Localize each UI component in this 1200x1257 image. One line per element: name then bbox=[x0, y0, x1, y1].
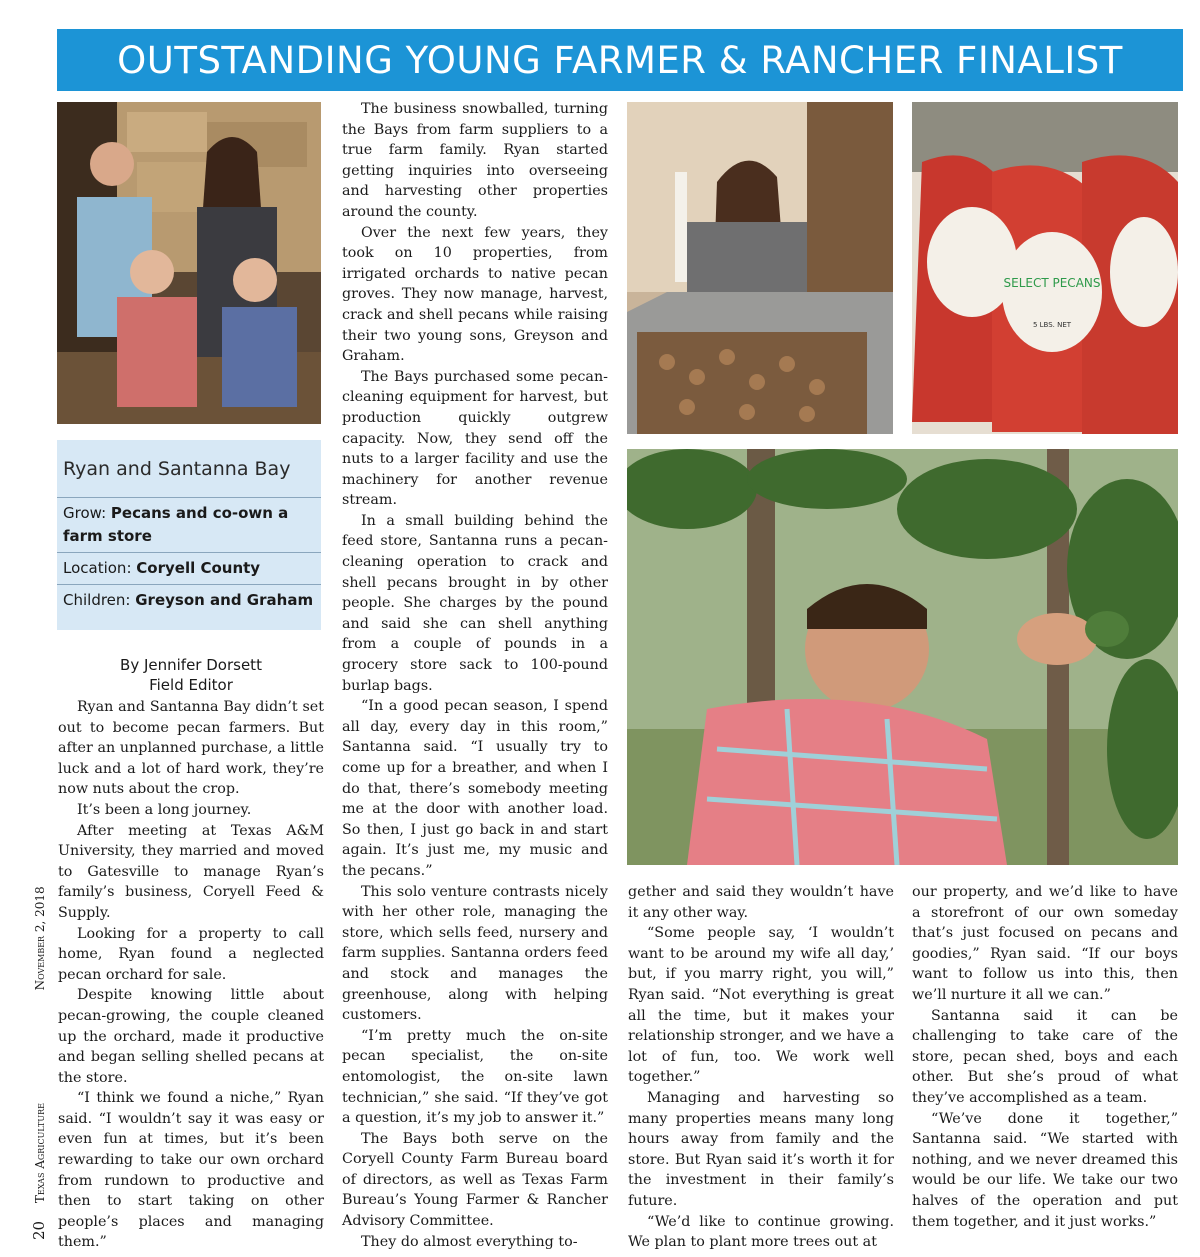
fact-box-location bbox=[57, 553, 321, 585]
article-column-1 bbox=[58, 697, 324, 1253]
paragraph: Over the next few years, they took on 10 properties, from irrigated orchards to native pecan groves. They now manage, harvest, crack and shell pecans while raising their two young sons, Greyson and Graham. bbox=[342, 224, 608, 365]
paragraph: The Bays purchased some pecan-cleaning equipment for harvest, but production quickly outgrew capacity. Now, they send off the nuts to a larger facility and use the machinery for another revenue stream. bbox=[342, 368, 608, 509]
family-photo bbox=[57, 102, 321, 424]
paragraph: In a small building behind the feed store, Santanna runs a pecan-cleaning operation to crack and shell pecans brought in by other people. She charges by the pound and said she can shell anything from a couple of pounds in a grocery store sack to 100-pound burlap bags. bbox=[342, 512, 608, 694]
fact-box-name: Ryan and Santanna Bay bbox=[57, 440, 321, 498]
banner-title: OUTSTANDING YOUNG FARMER & RANCHER FINALIST bbox=[117, 38, 1123, 82]
article-column-2 bbox=[342, 99, 608, 1252]
paragraph-continued: gether and said they wouldn’t have it any other way. bbox=[628, 884, 894, 921]
fact-box-children bbox=[57, 585, 321, 616]
bag-weight-text: 5 LBS. NET bbox=[1032, 321, 1072, 329]
grow-label: Grow: bbox=[63, 504, 107, 522]
paragraph: “We’ve done it together,” Santanna said. “We started with nothing, and we never dreamed this would be our life. We take our two halves of the operation and put them together, and it just works.” bbox=[912, 1110, 1178, 1230]
bag-label-text: SELECT PECANS bbox=[1003, 276, 1101, 290]
page-number: 20 bbox=[30, 1220, 48, 1240]
byline-role: Field Editor bbox=[149, 676, 233, 694]
paragraph: Ryan and Santanna Bay didn’t set out to become pecan farmers. But after an unplanned purchase, a little luck and a lot of hard work, they’re now nuts about the crop. bbox=[58, 699, 324, 798]
publication-name: Texas Agriculture bbox=[33, 1103, 47, 1204]
byline-author: By Jennifer Dorsett bbox=[120, 656, 262, 674]
paragraph: It’s been a long journey. bbox=[77, 801, 252, 818]
page-folio bbox=[30, 880, 48, 1240]
paragraph: Despite knowing little about pecan-growing, the couple cleaned up the orchard, made it productive and began selling shelled pecans at the store. bbox=[58, 987, 324, 1086]
paragraph: “We’d like to continue growing. We plan to plant more trees out at bbox=[628, 1213, 894, 1251]
paragraph: “I think we found a niche,” Ryan said. “I wouldn’t say it was easy or even fun at times, but it’s been rewarding to take our own orchard from rundown to productive and then to start taking on other people’s places and managing them.” bbox=[58, 1090, 324, 1251]
section-banner bbox=[57, 29, 1183, 91]
grow-value: Pecans and co-own a farm store bbox=[63, 504, 289, 545]
location-value: Coryell County bbox=[136, 559, 261, 577]
orchard-photo bbox=[627, 449, 1178, 865]
children-value: Greyson and Graham bbox=[135, 591, 314, 609]
location-label: Location: bbox=[63, 559, 132, 577]
fact-box-grow bbox=[57, 498, 321, 553]
paragraph: “I’m pretty much the on-site pecan specialist, the on-site entomologist, the on-site lawn technician,” she said. “If they’ve got a question, it’s my job to answer it.” bbox=[342, 1027, 608, 1127]
article-column-3 bbox=[628, 882, 894, 1253]
paragraph-continued: our property, and we’d like to have a storefront of our own someday that’s just focused on pecans and goodies,” Ryan said. “If our boys want to follow us into this, then we’ll nurture it all we can.” bbox=[912, 884, 1178, 1003]
pecan-sorting-photo bbox=[627, 102, 893, 434]
byline bbox=[57, 655, 325, 695]
paragraph: Looking for a property to call home, Ryan found a neglected pecan orchard for sale. bbox=[58, 925, 324, 983]
paragraph: Santanna said it can be challenging to take care of the store, pecan shed, boys and each other. But she’s proud of what they’ve accomplished as a team. bbox=[912, 1007, 1178, 1106]
paragraph: The business snowballed, turning the Bays from farm suppliers to a true farm family. Ryan started getting inquiries into overseeing and harvesting other properties around the county. bbox=[342, 101, 608, 220]
paragraph: Managing and harvesting so many properties means many long hours away from family and the store. But Ryan said it’s worth it for the investment in their family’s future. bbox=[628, 1089, 894, 1209]
paragraph: After meeting at Texas A&M University, they married and moved to Gatesville to manage Ryan’s family’s business, Coryell Feed & Supply. bbox=[58, 822, 324, 921]
children-label: Children: bbox=[63, 591, 131, 609]
pecan-bags-photo bbox=[912, 102, 1178, 434]
paragraph: “Some people say, ‘I wouldn’t want to be around my wife all day,’ but, if you marry right, you will,” Ryan said. “Not everything is great all the time, but it makes your relationship stronger, and we have a lot of fun, too. We work well together.” bbox=[628, 925, 894, 1086]
paragraph: “In a good pecan season, I spend all day, every day in this room,” Santanna said. “I usually try to come up for a breather, and when I do that, there’s somebody meeting me at the door with another load. So then, I just go back in and start again. It’s just me, my music and the pecans.” bbox=[342, 698, 608, 879]
fact-box bbox=[57, 440, 321, 630]
issue-date: November 2, 2018 bbox=[33, 886, 47, 991]
paragraph: This solo venture contrasts nicely with her other role, managing the store, which sells feed, nursery and farm supplies. Santanna orders feed and stock and manages the greenhouse, along with helping customers. bbox=[342, 883, 608, 1024]
article-column-4 bbox=[912, 882, 1178, 1232]
paragraph: They do almost everything to- bbox=[361, 1233, 578, 1250]
paragraph: The Bays both serve on the Coryell County Farm Bureau board of directors, as well as Texas Farm Bureau’s Young Farmer & Rancher Advisory Committee. bbox=[342, 1130, 608, 1230]
